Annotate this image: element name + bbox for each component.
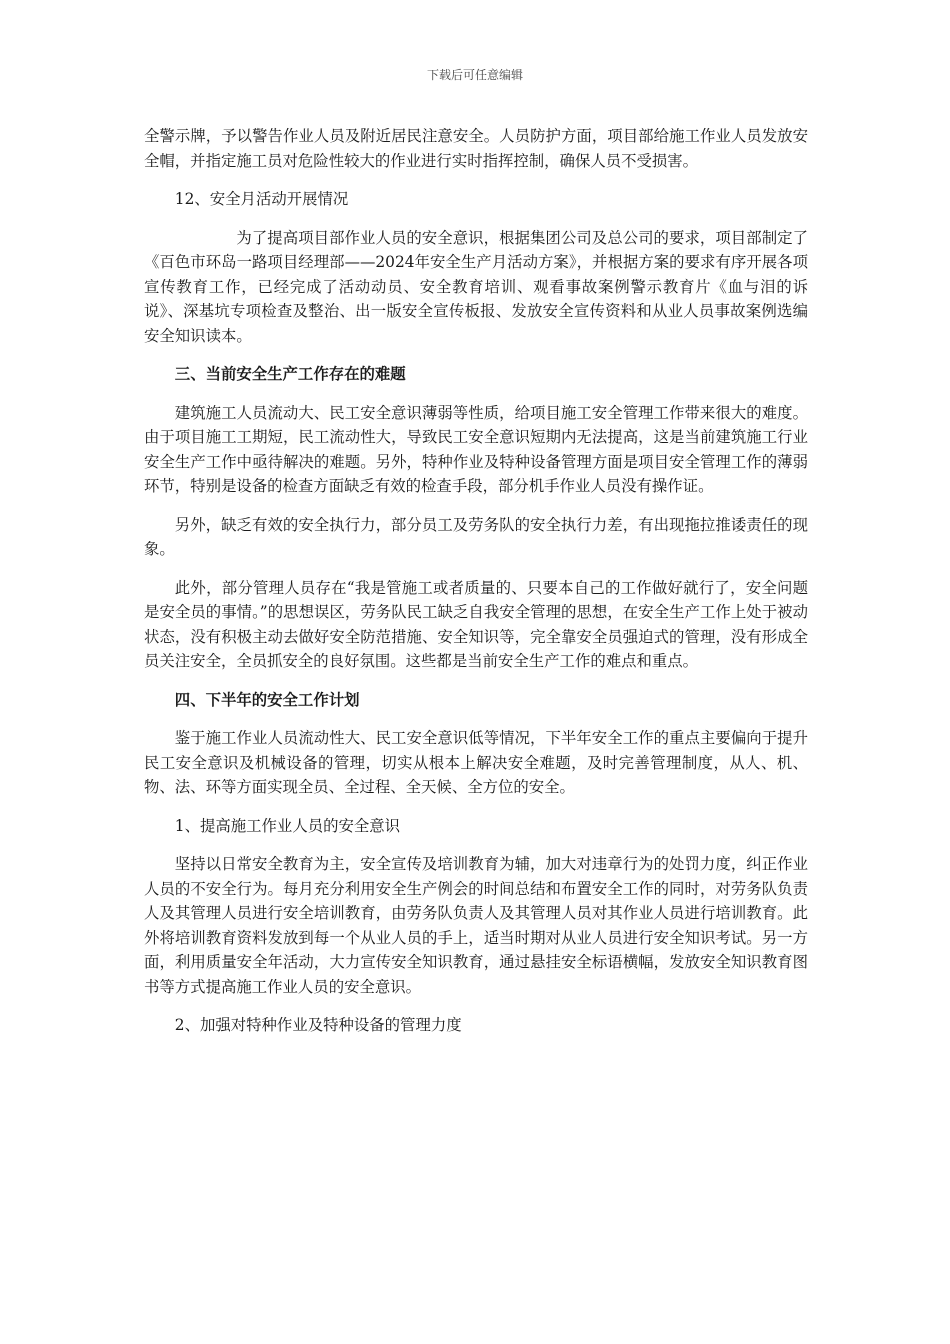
paragraph: 为了提高项目部作业人员的安全意识，根据集团公司及总公司的要求，项目部制定了《百色市环岛一路项目经理部——2024年安全生产月活动方案》，并根据方案的要求有序开展各项宣传教育工作，已经完成了活动动员、安全教育培训、观看事故案例警示教育片《血与泪的诉说》、深基坑专项检查及整治、出一版安全宣传板报、发放安全宣传资料和从业人员事故案例选编安全知识读本。 xyxy=(144,228,808,345)
paragraph: 另外，缺乏有效的安全执行力，部分员工及劳务队的安全执行力差，有出现拖拉推诿责任的现象。 xyxy=(144,515,808,558)
paragraph: 全警示牌，予以警告作业人员及附近居民注意安全。人员防护方面，项目部给施工作业人员发放安全帽，并指定施工员对危险性较大的作业进行实时指挥控制，确保人员不受损害。 xyxy=(144,127,808,170)
paragraph: 鉴于施工作业人员流动性大、民工安全意识低等情况，下半年安全工作的重点主要偏向于提升民工安全意识及机械设备的管理，切实从根本上解决安全难题，及时完善管理制度，从人、机、物、法、环等方面实现全员、全过程、全天候、全方位的安全。 xyxy=(144,729,808,796)
section-subheading: 1、提高施工作业人员的安全意识 xyxy=(174,816,401,835)
section-subheading: 12、安全月活动开展情况 xyxy=(174,190,349,208)
section-heading: 三、当前安全生产工作存在的难题 xyxy=(174,365,406,383)
paragraph: 建筑施工人员流动大、民工安全意识薄弱等性质，给项目施工安全管理工作带来很大的难度。由于项目施工工期短，民工流动性大，导致民工安全意识短期内无法提高，这是当前建筑施工行业安全生产工作中亟待解决的难题。另外，特种作业及特种设备管理方面是项目安全管理工作的薄弱环节，特别是设备的检查方面缺乏有效的检查手段，部分机手作业人员没有操作证。 xyxy=(144,403,808,495)
paragraph: 此外，部分管理人员存在“我是管施工或者质量的、只要本自己的工作做好就行了，安全问题是安全员的事情。”的思想误区，劳务队民工缺乏自我安全管理的思想，在安全生产工作上处于被动状态，没有积极主动去做好安全防范措施、安全知识等，完全靠安全员强迫式的管理，没有形成全员关注安全，全员抓安全的良好氛围。这些都是当前安全生产工作的难点和重点。 xyxy=(144,578,808,670)
paragraph: 坚持以日常安全教育为主，安全宣传及培训教育为辅，加大对违章行为的处罚力度，纠正作业人员的不安全行为。每月充分利用安全生产例会的时间总结和布置安全工作的同时，对劳务队负责人及其管理人员进行安全培训教育，由劳务队负责人及其管理人员对其作业人员进行培训教育。此外将培训教育资料发放到每一个从业人员的手上，适当时期对从业人员进行安全知识考试。另一方面，利用质量安全年活动，大力宣传安全知识教育，通过悬挂安全标语横幅，发放安全知识教育图书等方式提高施工作业人员的安全意识。 xyxy=(144,855,808,996)
section-heading: 四、下半年的安全工作计划 xyxy=(174,690,360,709)
page-header: 下载后可任意编辑 xyxy=(426,68,523,82)
section-subheading: 2、加强对特种作业及特种设备的管理力度 xyxy=(174,1016,462,1034)
document-body xyxy=(144,124,808,1052)
